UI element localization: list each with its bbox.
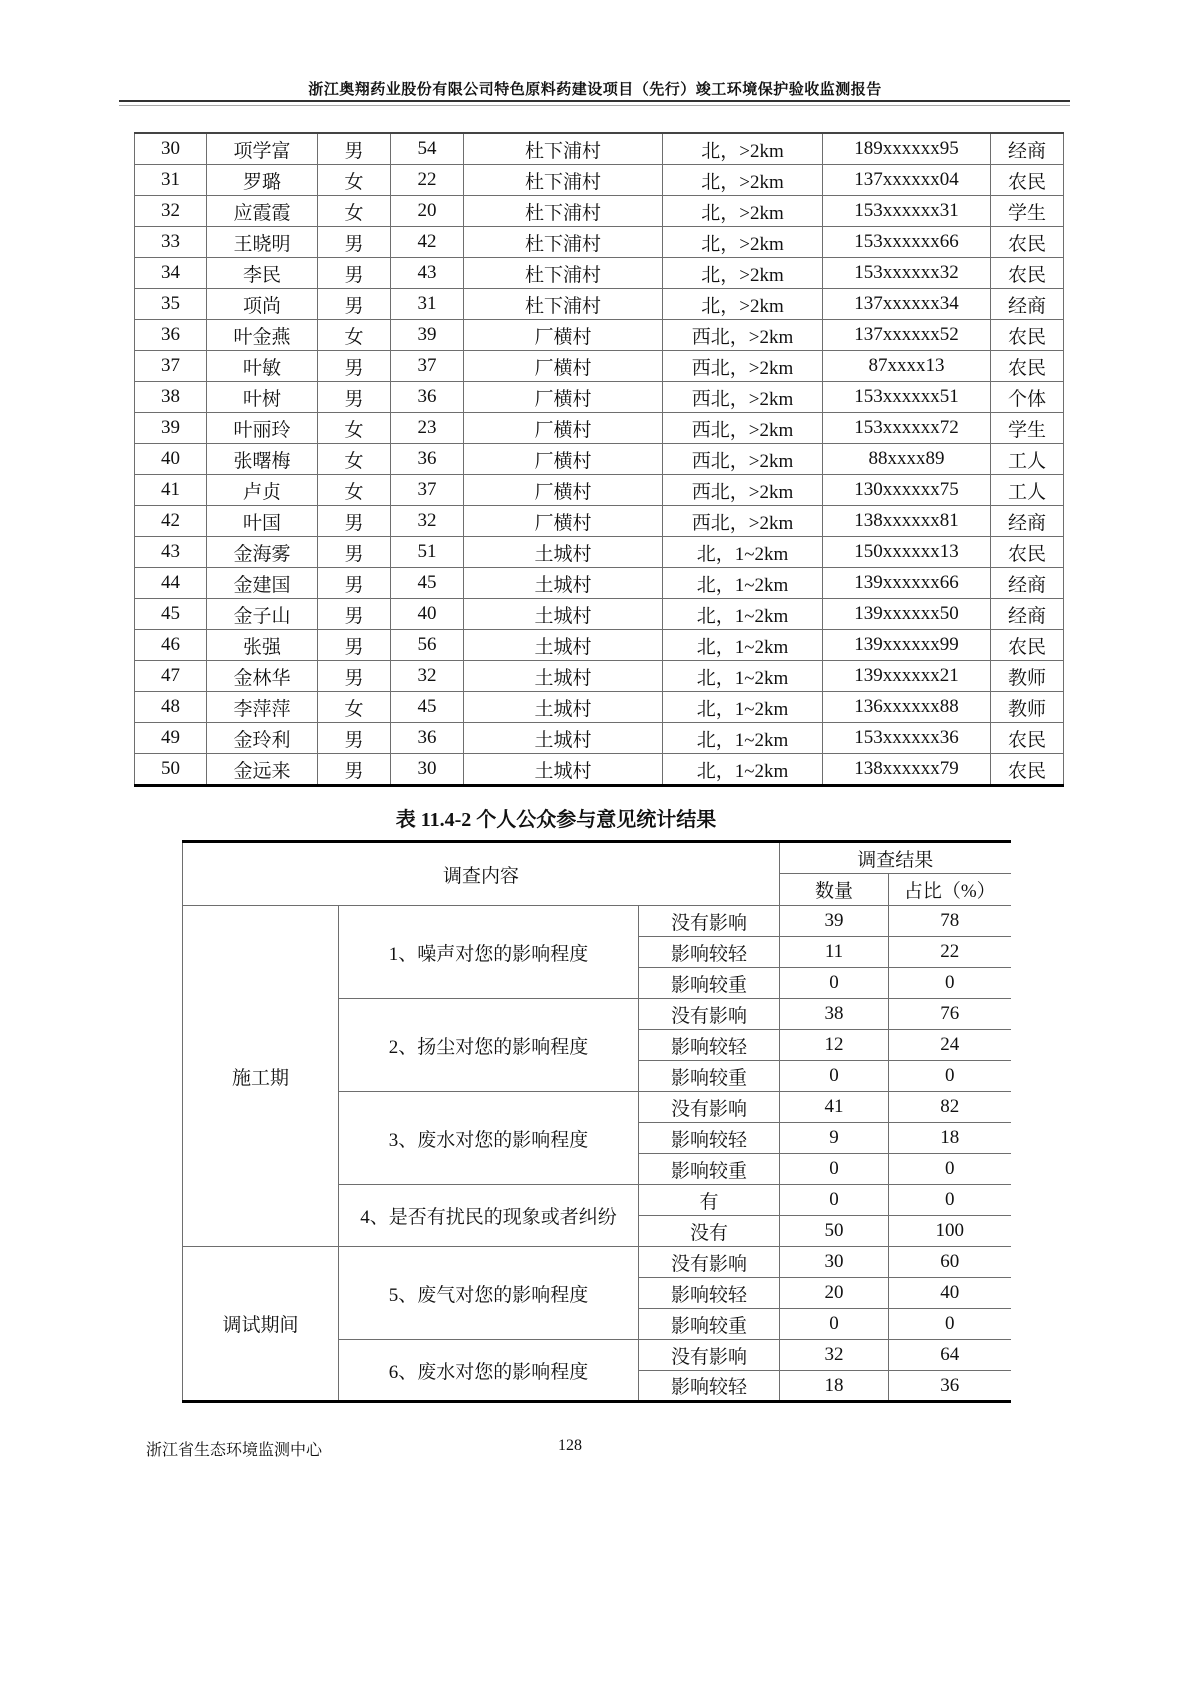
table-row [135, 258, 1064, 289]
cell-gender: 男 [318, 227, 391, 258]
cell-index: 47 [135, 661, 207, 692]
cell-count: 12 [780, 1030, 889, 1061]
cell-direction-distance: 北，1~2km [663, 568, 823, 599]
cell-gender: 男 [318, 630, 391, 661]
cell-age: 23 [391, 413, 464, 444]
cell-count: 41 [780, 1092, 889, 1123]
cell-option: 没有影响 [639, 1092, 780, 1123]
cell-index: 41 [135, 475, 207, 506]
cell-phone: 136xxxxxx88 [823, 692, 991, 723]
cell-gender: 男 [318, 661, 391, 692]
cell-count: 0 [780, 1185, 889, 1216]
cell-count: 9 [780, 1123, 889, 1154]
cell-count: 11 [780, 937, 889, 968]
table-row [135, 661, 1064, 692]
cell-name: 张曙梅 [207, 444, 318, 475]
cell-gender: 女 [318, 444, 391, 475]
cell-direction-distance: 北，>2km [663, 133, 823, 165]
cell-option: 影响较轻 [639, 1123, 780, 1154]
cell-phone: 139xxxxxx21 [823, 661, 991, 692]
cell-option: 没有影响 [639, 906, 780, 937]
cell-village: 杜下浦村 [464, 227, 663, 258]
cell-option: 影响较重 [639, 1309, 780, 1340]
cell-gender: 男 [318, 382, 391, 413]
cell-occupation: 学生 [991, 413, 1064, 444]
cell-question: 1、噪声对您的影响程度 [339, 906, 639, 999]
cell-percent: 60 [889, 1247, 1011, 1278]
cell-direction-distance: 北，>2km [663, 258, 823, 289]
cell-age: 32 [391, 506, 464, 537]
cell-name: 项尚 [207, 289, 318, 320]
cell-direction-distance: 西北，>2km [663, 382, 823, 413]
cell-phone: 139xxxxxx50 [823, 599, 991, 630]
report-header-title: 浙江奥翔药业股份有限公司特色原料药建设项目（先行）竣工环境保护验收监测报告 [308, 82, 882, 98]
table-row [135, 475, 1064, 506]
cell-percent: 0 [889, 1154, 1011, 1185]
table-row [135, 692, 1064, 723]
table-row [135, 196, 1064, 227]
cell-direction-distance: 北，1~2km [663, 754, 823, 786]
cell-name: 项学富 [207, 133, 318, 165]
cell-age: 43 [391, 258, 464, 289]
table-row [135, 599, 1064, 630]
cell-phone: 138xxxxxx81 [823, 506, 991, 537]
cell-occupation: 农民 [991, 258, 1064, 289]
cell-direction-distance: 北，1~2km [663, 692, 823, 723]
cell-occupation: 农民 [991, 537, 1064, 568]
cell-occupation: 工人 [991, 475, 1064, 506]
cell-direction-distance: 北，1~2km [663, 723, 823, 754]
cell-name: 应霞霞 [207, 196, 318, 227]
cell-phone: 137xxxxxx34 [823, 289, 991, 320]
cell-name: 叶国 [207, 506, 318, 537]
cell-occupation: 经商 [991, 506, 1064, 537]
cell-name: 李民 [207, 258, 318, 289]
cell-percent: 0 [889, 1309, 1011, 1340]
cell-name: 叶金燕 [207, 320, 318, 351]
cell-gender: 男 [318, 568, 391, 599]
cell-gender: 男 [318, 599, 391, 630]
cell-option: 影响较轻 [639, 1030, 780, 1061]
header-cell-content: 调查内容 [183, 842, 780, 906]
table-row [135, 630, 1064, 661]
cell-phone: 137xxxxxx52 [823, 320, 991, 351]
cell-age: 45 [391, 568, 464, 599]
cell-village: 厂横村 [464, 475, 663, 506]
cell-village: 土城村 [464, 537, 663, 568]
cell-period: 施工期 [183, 906, 339, 1247]
cell-village: 厂横村 [464, 506, 663, 537]
cell-question: 3、废水对您的影响程度 [339, 1092, 639, 1185]
cell-index: 46 [135, 630, 207, 661]
cell-phone: 153xxxxxx31 [823, 196, 991, 227]
cell-name: 金子山 [207, 599, 318, 630]
cell-index: 37 [135, 351, 207, 382]
cell-name: 金建国 [207, 568, 318, 599]
cell-index: 44 [135, 568, 207, 599]
cell-age: 42 [391, 227, 464, 258]
cell-index: 49 [135, 723, 207, 754]
cell-index: 39 [135, 413, 207, 444]
cell-gender: 女 [318, 413, 391, 444]
cell-name: 卢贞 [207, 475, 318, 506]
cell-index: 32 [135, 196, 207, 227]
cell-direction-distance: 北，>2km [663, 165, 823, 196]
stats-table-body [183, 906, 1011, 1402]
cell-count: 39 [780, 906, 889, 937]
cell-village: 土城村 [464, 568, 663, 599]
cell-village: 土城村 [464, 599, 663, 630]
table-row [135, 444, 1064, 475]
cell-age: 36 [391, 382, 464, 413]
header-cell-percent: 占比（%） [889, 874, 1011, 906]
cell-option: 没有影响 [639, 999, 780, 1030]
cell-gender: 男 [318, 537, 391, 568]
table-row [135, 413, 1064, 444]
cell-village: 杜下浦村 [464, 133, 663, 165]
respondents-table [134, 132, 1064, 787]
table-row [135, 351, 1064, 382]
cell-period: 调试期间 [183, 1247, 339, 1402]
cell-percent: 82 [889, 1092, 1011, 1123]
cell-question: 6、废水对您的影响程度 [339, 1340, 639, 1402]
table-row [135, 754, 1064, 786]
cell-index: 45 [135, 599, 207, 630]
cell-age: 45 [391, 692, 464, 723]
cell-village: 厂横村 [464, 444, 663, 475]
cell-direction-distance: 北，1~2km [663, 630, 823, 661]
cell-percent: 22 [889, 937, 1011, 968]
cell-village: 土城村 [464, 661, 663, 692]
stats-table-header [183, 842, 1011, 906]
cell-occupation: 教师 [991, 692, 1064, 723]
cell-index: 35 [135, 289, 207, 320]
cell-index: 48 [135, 692, 207, 723]
cell-option: 影响较轻 [639, 1371, 780, 1402]
cell-direction-distance: 西北，>2km [663, 475, 823, 506]
cell-village: 土城村 [464, 692, 663, 723]
cell-name: 金海雾 [207, 537, 318, 568]
cell-name: 金林华 [207, 661, 318, 692]
cell-phone: 189xxxxxx95 [823, 133, 991, 165]
cell-name: 叶丽玲 [207, 413, 318, 444]
cell-gender: 男 [318, 506, 391, 537]
cell-village: 土城村 [464, 630, 663, 661]
cell-gender: 男 [318, 754, 391, 786]
cell-option: 没有影响 [639, 1340, 780, 1371]
cell-index: 34 [135, 258, 207, 289]
cell-occupation: 经商 [991, 599, 1064, 630]
cell-index: 43 [135, 537, 207, 568]
cell-age: 22 [391, 165, 464, 196]
table-row [135, 537, 1064, 568]
cell-phone: 87xxxx13 [823, 351, 991, 382]
cell-count: 32 [780, 1340, 889, 1371]
table-row [135, 506, 1064, 537]
cell-option: 影响较轻 [639, 937, 780, 968]
cell-occupation: 农民 [991, 630, 1064, 661]
cell-count: 18 [780, 1371, 889, 1402]
cell-name: 罗璐 [207, 165, 318, 196]
cell-index: 30 [135, 133, 207, 165]
cell-index: 38 [135, 382, 207, 413]
table-row [135, 227, 1064, 258]
cell-age: 36 [391, 723, 464, 754]
cell-name: 张强 [207, 630, 318, 661]
cell-age: 37 [391, 475, 464, 506]
cell-occupation: 经商 [991, 133, 1064, 165]
cell-occupation: 经商 [991, 289, 1064, 320]
cell-index: 42 [135, 506, 207, 537]
cell-direction-distance: 北，>2km [663, 289, 823, 320]
cell-village: 杜下浦村 [464, 258, 663, 289]
cell-phone: 139xxxxxx99 [823, 630, 991, 661]
cell-name: 金玲利 [207, 723, 318, 754]
cell-occupation: 个体 [991, 382, 1064, 413]
cell-gender: 女 [318, 165, 391, 196]
cell-phone: 139xxxxxx66 [823, 568, 991, 599]
cell-count: 0 [780, 1154, 889, 1185]
cell-percent: 76 [889, 999, 1011, 1030]
cell-percent: 40 [889, 1278, 1011, 1309]
cell-question: 5、废气对您的影响程度 [339, 1247, 639, 1340]
cell-occupation: 工人 [991, 444, 1064, 475]
cell-name: 李萍萍 [207, 692, 318, 723]
cell-village: 厂横村 [464, 382, 663, 413]
cell-percent: 0 [889, 1061, 1011, 1092]
cell-village: 厂横村 [464, 413, 663, 444]
cell-name: 金远来 [207, 754, 318, 786]
cell-gender: 女 [318, 475, 391, 506]
cell-direction-distance: 西北，>2km [663, 320, 823, 351]
cell-question: 2、扬尘对您的影响程度 [339, 999, 639, 1092]
cell-direction-distance: 西北，>2km [663, 506, 823, 537]
cell-age: 31 [391, 289, 464, 320]
table-row [183, 1247, 1011, 1278]
cell-gender: 男 [318, 258, 391, 289]
cell-age: 39 [391, 320, 464, 351]
table-row [135, 133, 1064, 165]
cell-phone: 153xxxxxx32 [823, 258, 991, 289]
cell-direction-distance: 北，1~2km [663, 537, 823, 568]
cell-village: 杜下浦村 [464, 196, 663, 227]
cell-option: 没有影响 [639, 1247, 780, 1278]
cell-percent: 36 [889, 1371, 1011, 1402]
cell-question: 4、是否有扰民的现象或者纠纷 [339, 1185, 639, 1247]
cell-age: 54 [391, 133, 464, 165]
cell-count: 50 [780, 1216, 889, 1247]
cell-occupation: 经商 [991, 568, 1064, 599]
cell-phone: 153xxxxxx36 [823, 723, 991, 754]
table-row [135, 382, 1064, 413]
cell-age: 56 [391, 630, 464, 661]
cell-option: 影响较重 [639, 1061, 780, 1092]
table-row [135, 320, 1064, 351]
cell-age: 36 [391, 444, 464, 475]
cell-option: 影响较轻 [639, 1278, 780, 1309]
respondents-table-body [135, 133, 1064, 786]
cell-count: 0 [780, 1309, 889, 1340]
cell-gender: 男 [318, 351, 391, 382]
cell-direction-distance: 北，1~2km [663, 661, 823, 692]
cell-age: 37 [391, 351, 464, 382]
header-rule [119, 100, 1070, 106]
cell-option: 没有 [639, 1216, 780, 1247]
page-number: 128 [558, 1437, 582, 1454]
cell-phone: 153xxxxxx66 [823, 227, 991, 258]
header-cell-result: 调查结果 [780, 842, 1011, 874]
cell-percent: 64 [889, 1340, 1011, 1371]
cell-occupation: 学生 [991, 196, 1064, 227]
footer-organization: 浙江省生态环境监测中心 [146, 1442, 323, 1459]
table-row [183, 906, 1011, 937]
cell-count: 38 [780, 999, 889, 1030]
cell-phone: 138xxxxxx79 [823, 754, 991, 786]
cell-gender: 男 [318, 723, 391, 754]
cell-occupation: 农民 [991, 165, 1064, 196]
cell-name: 叶树 [207, 382, 318, 413]
cell-direction-distance: 西北，>2km [663, 413, 823, 444]
cell-count: 20 [780, 1278, 889, 1309]
cell-direction-distance: 北，>2km [663, 196, 823, 227]
cell-index: 40 [135, 444, 207, 475]
cell-percent: 24 [889, 1030, 1011, 1061]
cell-gender: 女 [318, 692, 391, 723]
cell-gender: 女 [318, 196, 391, 227]
cell-percent: 0 [889, 968, 1011, 999]
header-cell-count: 数量 [780, 874, 889, 906]
cell-count: 30 [780, 1247, 889, 1278]
stats-table [182, 840, 1011, 1403]
cell-phone: 150xxxxxx13 [823, 537, 991, 568]
cell-count: 0 [780, 968, 889, 999]
cell-age: 51 [391, 537, 464, 568]
cell-village: 厂横村 [464, 320, 663, 351]
cell-direction-distance: 西北，>2km [663, 444, 823, 475]
cell-direction-distance: 北，>2km [663, 227, 823, 258]
cell-occupation: 农民 [991, 723, 1064, 754]
cell-name: 叶敏 [207, 351, 318, 382]
stats-table-title: 表 11.4-2 个人公众参与意见统计结果 [395, 809, 717, 831]
cell-name: 王晓明 [207, 227, 318, 258]
cell-gender: 男 [318, 289, 391, 320]
cell-occupation: 教师 [991, 661, 1064, 692]
cell-age: 30 [391, 754, 464, 786]
cell-occupation: 农民 [991, 320, 1064, 351]
table-row [135, 165, 1064, 196]
cell-percent: 18 [889, 1123, 1011, 1154]
cell-option: 影响较重 [639, 1154, 780, 1185]
cell-village: 厂横村 [464, 351, 663, 382]
cell-direction-distance: 北，1~2km [663, 599, 823, 630]
cell-village: 土城村 [464, 754, 663, 786]
table-row [135, 289, 1064, 320]
table-row [135, 568, 1064, 599]
cell-occupation: 农民 [991, 227, 1064, 258]
cell-direction-distance: 西北，>2km [663, 351, 823, 382]
cell-phone: 137xxxxxx04 [823, 165, 991, 196]
cell-index: 36 [135, 320, 207, 351]
cell-option: 影响较重 [639, 968, 780, 999]
cell-index: 31 [135, 165, 207, 196]
cell-age: 32 [391, 661, 464, 692]
cell-percent: 0 [889, 1185, 1011, 1216]
cell-occupation: 农民 [991, 754, 1064, 786]
cell-age: 20 [391, 196, 464, 227]
cell-gender: 女 [318, 320, 391, 351]
cell-age: 40 [391, 599, 464, 630]
cell-gender: 男 [318, 133, 391, 165]
cell-phone: 153xxxxxx51 [823, 382, 991, 413]
cell-phone: 88xxxx89 [823, 444, 991, 475]
cell-percent: 100 [889, 1216, 1011, 1247]
cell-village: 土城村 [464, 723, 663, 754]
cell-percent: 78 [889, 906, 1011, 937]
cell-phone: 130xxxxxx75 [823, 475, 991, 506]
cell-index: 33 [135, 227, 207, 258]
cell-occupation: 农民 [991, 351, 1064, 382]
table-row [135, 723, 1064, 754]
cell-village: 杜下浦村 [464, 165, 663, 196]
cell-index: 50 [135, 754, 207, 786]
cell-phone: 153xxxxxx72 [823, 413, 991, 444]
cell-village: 杜下浦村 [464, 289, 663, 320]
table-row [183, 842, 1011, 874]
cell-option: 有 [639, 1185, 780, 1216]
cell-count: 0 [780, 1061, 889, 1092]
